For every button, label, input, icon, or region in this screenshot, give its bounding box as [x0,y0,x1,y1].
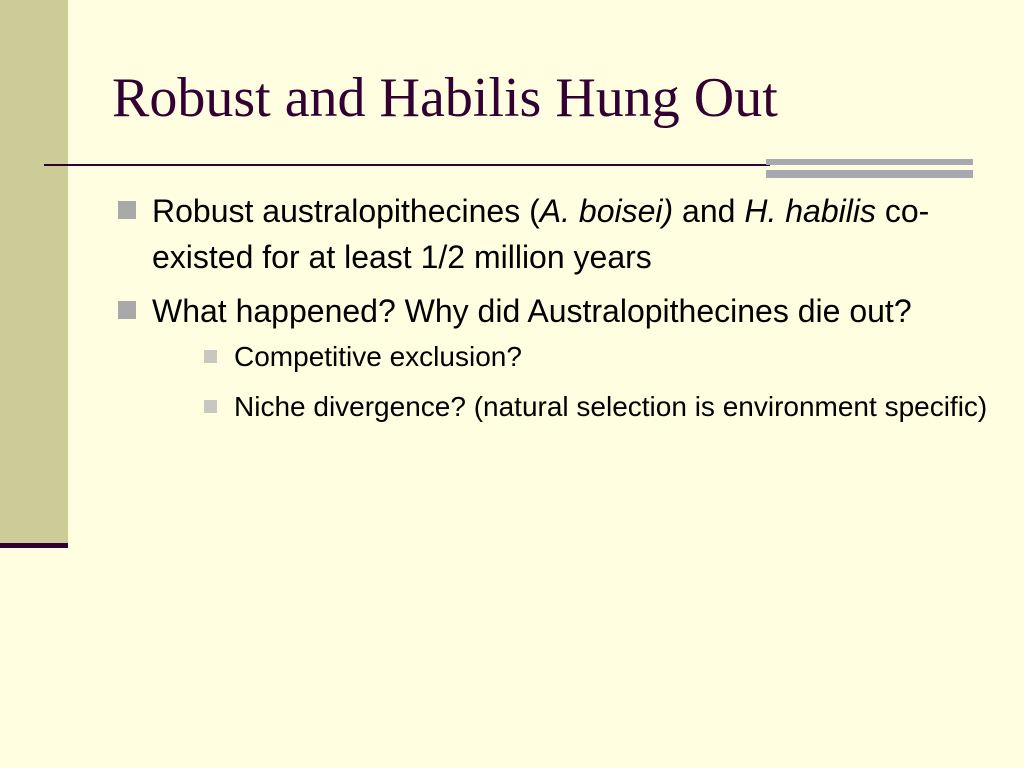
species-name-boisei: A. boisei) [539,193,674,229]
title-underline-rule [44,164,770,166]
slide-title: Robust and Habilis Hung Out [112,67,778,129]
bullet-item-coexistence [116,188,996,280]
square-bullet-icon [118,301,136,319]
bullet-list [116,188,996,438]
bullet-item-what-happened [116,288,996,430]
square-bullet-icon [118,201,136,219]
small-square-bullet-icon [204,400,217,413]
rule-accent-bar-top [766,159,973,165]
left-decorative-band [0,0,68,544]
bullet-text-part: Robust australopithecines ( [152,193,540,229]
bullet-text: What happened? Why did Australopithecines die out? [152,293,912,329]
species-name-habilis: H. habilis [744,193,876,229]
sub-bullet-item-competitive-exclusion [198,334,996,380]
sub-bullet-text: Niche divergence? (natural selection is environment specific) [234,391,988,422]
bullet-text-part: and [673,193,745,229]
bullet-text-part: co-existed for at least 1/2 million years [152,193,930,275]
small-square-bullet-icon [204,350,217,363]
sub-bullet-item-niche-divergence [198,384,996,430]
rule-accent-bar-bottom [766,170,973,178]
sub-bullet-text: Competitive exclusion? [234,341,522,372]
left-band-accent-line [0,543,68,548]
sub-bullet-list [152,334,996,430]
